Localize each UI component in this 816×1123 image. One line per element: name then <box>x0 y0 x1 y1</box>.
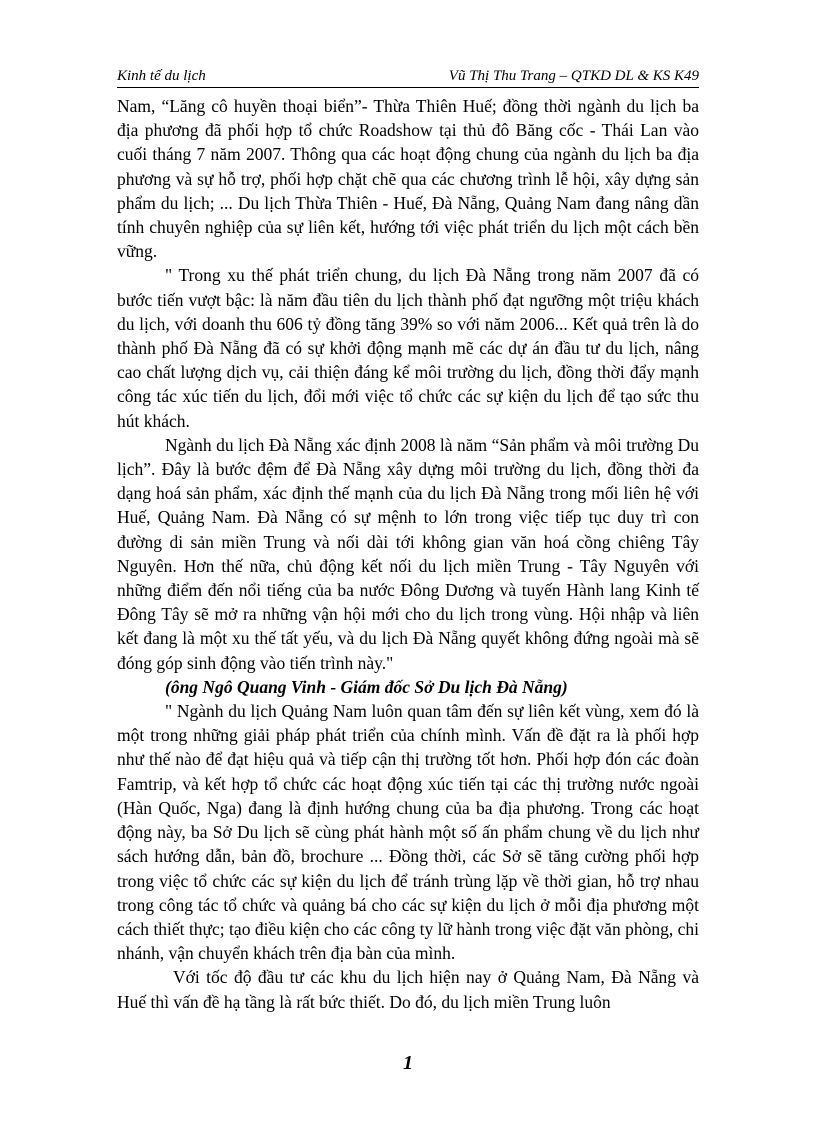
page-header <box>117 66 699 86</box>
paragraph-quote-danang: " Trong xu thế phát triển chung, du lịch Đà Nẵng trong năm 2007 đã có bước tiến vượt bậc: là năm đầu tiên du lịch thành phố đạt ngưỡng một triệu khách du lịch, với doanh thu 606 tỷ đồng tăng 39% so với năm 2006... Kết quả trên là do thành phố Đà Nẵng đã có sự khởi động mạnh mẽ các dự án đầu tư du lịch, nâng cao chất lượng dịch vụ, cải thiện đáng kể môi trường du lịch, đồng thời đẩy mạnh công tác xúc tiến du lịch, đổi mới việc tổ chức các sự kiện du lịch để tạo sức thu hút khách. <box>117 265 699 431</box>
header-course-title: Kinh tế du lịch <box>117 68 206 84</box>
header-author: Vũ Thị Thu Trang – QTKD DL & KS K49 <box>448 68 699 84</box>
paragraph-continuation: Nam, “Lăng cô huyền thoại biển”- Thừa Thiên Huế; đồng thời ngành du lịch ba địa phương đã phối hợp tổ chức Roadshow tại thủ đô Băng cốc - Thái Lan vào cuối tháng 7 năm 2007. Thông qua các hoạt động chung của ngành du lịch ba địa phương và sự hỗ trợ, phối hợp chặt chẽ qua các chương trình lễ hội, xây dựng sản phẩm du lịch; ... Du lịch Thừa Thiên - Huế, Đà Nẵng, Quảng Nam đang nâng dần tính chuyên nghiệp của sự liên kết, hướng tới việc phát triển du lịch một cách bền vững. <box>117 96 699 262</box>
header-divider <box>117 87 699 88</box>
paragraph-quote-quangnam: " Ngành du lịch Quảng Nam luôn quan tâm đến sự liên kết vùng, xem đó là một trong những giải pháp phát triển của chính mình. Vấn đề đặt ra là phối hợp như thế nào để đạt hiệu quả và tiếp cận thị trường tốt hơn. Phối hợp đón các đoàn Famtrip, và kết hợp tổ chức các hoạt động xúc tiến tại các thị trường nước ngoài (Hàn Quốc, Nga) đang là định hướng chung của ba địa phương. Trong các hoạt động này, ba Sở Du lịch sẽ cùng phát hành một số ấn phẩm chung về du lịch như sách hướng dẫn, bản đồ, brochure ... Đồng thời, các Sở sẽ tăng cường phối hợp trong việc tổ chức các sự kiện du lịch để tránh trùng lặp về thời gian, hỗ trợ nhau trong công tác tổ chức và quảng bá cho các sự kiện du lịch ở mỗi địa phương một cách thiết thực; tạo điều kiện cho các công ty lữ hành trong việc đặt văn phòng, chi nhánh, vận chuyển khách trên địa bàn của mình. <box>117 701 699 964</box>
page-number: 1 <box>403 1052 413 1074</box>
paragraph-infrastructure: Với tốc độ đầu tư các khu du lịch hiện nay ở Quảng Nam, Đà Nẵng và Huế thì vấn đề hạ tầng là rất bức thiết. Do đó, du lịch miền Trung luôn <box>117 967 699 1012</box>
paragraph-danang-2008: Ngành du lịch Đà Nẵng xác định 2008 là năm “Sản phẩm và môi trường Du lịch”. Đây là bước đệm để Đà Nẵng xây dựng môi trường du lịch, đồng thời đa dạng hoá sản phẩm, xác định thế mạnh của du lịch Đà Nẵng trong mối liên hệ với Huế, Quảng Nam. Đà Nẵng có sự mệnh to lớn trong việc tiếp tục duy trì con đường di sản miền Trung và nối dài tới không gian văn hoá cồng chiêng Tây Nguyên. Hơn thế nữa, chủ động kết nối du lịch miền Trung - Tây Nguyên với những điểm đến nổi tiếng của ba nước Đông Dương và tuyến Hành lang Kinh tế Đông Tây sẽ mở ra những vận hội mới cho du lịch trong vùng. Hội nhập và liên kết đang là một xu thế tất yếu, và du lịch Đà Nẵng quyết không đứng ngoài mà sẽ đóng góp sinh động vào tiến trình này." <box>117 434 699 673</box>
quote-attribution: (ông Ngô Quang Vinh - Giám đốc Sở Du lịch Đà Nẵng) <box>165 676 568 697</box>
document-body <box>117 94 699 1014</box>
